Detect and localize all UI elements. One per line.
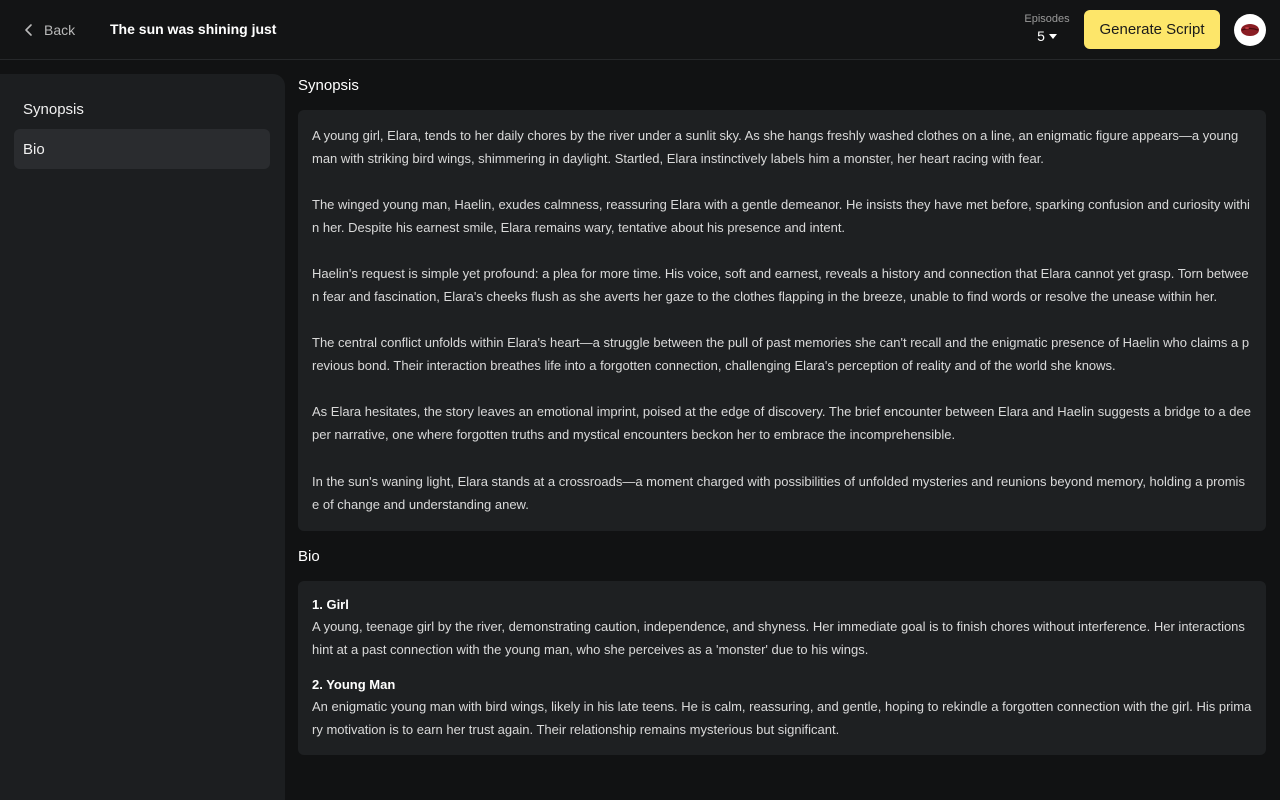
character-description: An enigmatic young man with bird wings, likely in his late teens. He is calm, reassuring, and gentle, hoping to rekindle a forgotten connection with the girl. His primary motivation is to earn her trust again. Their relationship remains mysterious but significant.	[312, 699, 1252, 737]
synopsis-paragraph: As Elara hesitates, the story leaves an emotional imprint, poised at the edge of discovery. The brief encounter between Elara and Haelin suggests a bridge to a deeper narrative, one where forgotten truths and mystical encounters beckon her to embrace the incomprehensible.	[312, 404, 1251, 442]
synopsis-paragraph: The central conflict unfolds within Elara's heart—a struggle between the pull of past memories she can't recall and the enigmatic presence of Haelin who claims a previous bond. Their interaction breathes life into a forgotten connection, challenging Elara's perception of reality and of the world she knows.	[312, 335, 1250, 373]
sidebar-item-synopsis[interactable]: Synopsis	[23, 100, 84, 118]
caret-down-icon	[1049, 34, 1057, 39]
character-name: 2. Young Man	[312, 677, 396, 692]
sidebar-item-bio[interactable]: Bio	[14, 129, 270, 169]
episodes-value: 5	[1037, 28, 1045, 44]
back-label: Back	[44, 22, 76, 38]
page-title: The sun was shining just	[110, 21, 277, 37]
avatar[interactable]	[1234, 14, 1266, 46]
back-button[interactable]	[22, 19, 75, 41]
sidebar	[0, 74, 285, 800]
synopsis-paragraph: The winged young man, Haelin, exudes calmness, reassuring Elara with a gentle demeanor. He insists they have met before, sparking confusion and curiosity within her. Despite his earnest smile, Elara remains wary, tentative about his presence and intent.	[312, 197, 1250, 235]
synopsis-paragraph: In the sun's waning light, Elara stands at a crossroads—a moment charged with possibilities of unfolded mysteries and reunions beyond memory, holding a promise of change and understanding anew.	[312, 474, 1245, 512]
synopsis-card	[298, 110, 1266, 531]
bio-card	[298, 581, 1266, 755]
character-name: 1. Girl	[312, 597, 349, 612]
chevron-left-icon	[22, 23, 36, 37]
lips-icon	[1239, 22, 1261, 38]
bio-heading: Bio	[298, 548, 320, 565]
top-bar	[0, 0, 1280, 60]
generate-script-button[interactable]: Generate Script	[1084, 10, 1220, 49]
synopsis-paragraph: A young girl, Elara, tends to her daily chores by the river under a sunlit sky. As she hangs freshly washed clothes on a line, an enigmatic figure appears—a young man with striking bird wings, shimmering in daylight. Startled, Elara instinctively labels him a monster, her heart racing with fear.	[312, 128, 1239, 166]
synopsis-paragraph: Haelin's request is simple yet profound: a plea for more time. His voice, soft and earnest, reveals a history and connection that Elara cannot yet grasp. Torn between fear and fascination, Elara's cheeks flush as she averts her gaze to the clothes flapping in the breeze, unable to find words or resolve the unease within her.	[312, 266, 1249, 304]
character-description: A young, teenage girl by the river, demonstrating caution, independence, and shyness. Her immediate goal is to finish chores without interference. Her interactions hint at a past connection with the young man, who she perceives as a 'monster' due to his wings.	[312, 619, 1245, 657]
episodes-label: Episodes	[1024, 13, 1070, 25]
episodes-select[interactable]	[1018, 12, 1076, 48]
synopsis-heading: Synopsis	[298, 77, 359, 94]
